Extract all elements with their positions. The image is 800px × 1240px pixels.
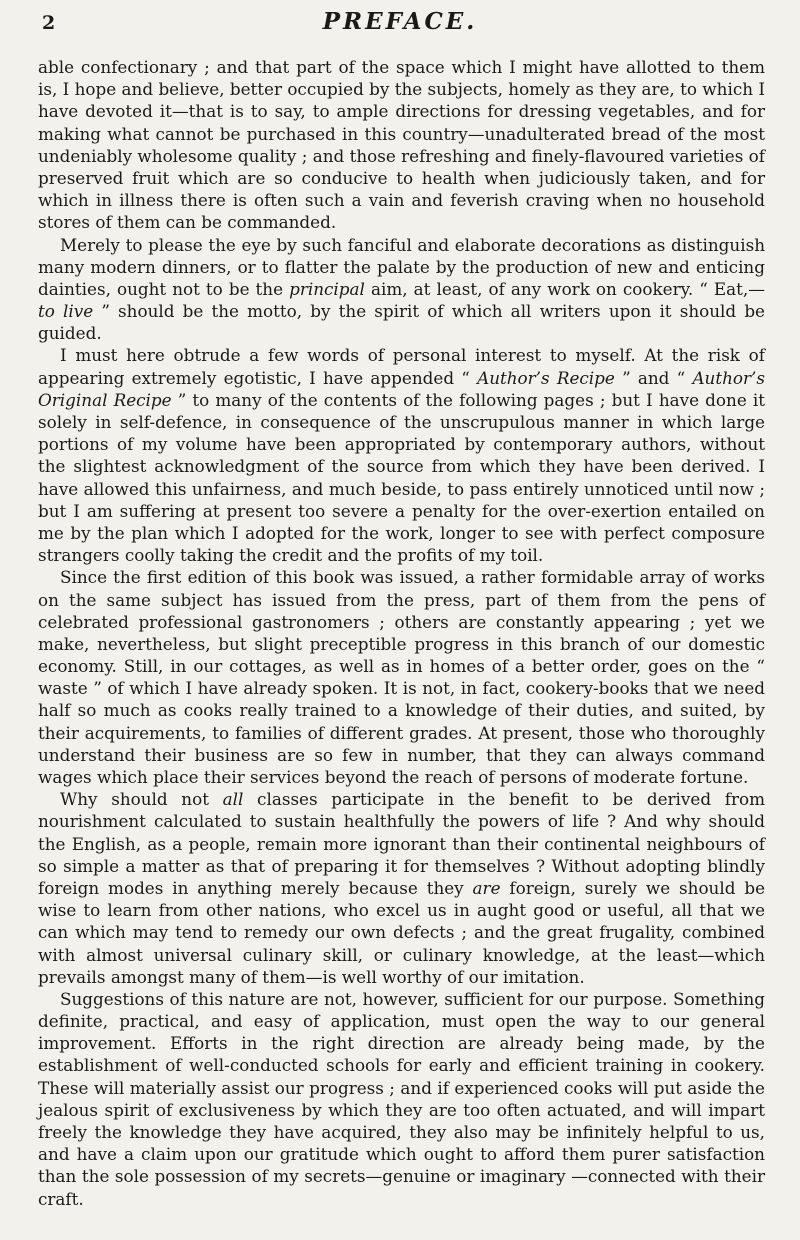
text-run: able confectionary ; and that part of the space which I might have allotted to them is, I hope and believe, better occupied by the subjects, homely as they are, to which I have devoted it—that is to say, to ample directions for dressing vegetables, and for making what cannot be purchased in this country—unadulterated bread of the most undeniably wholesome quality ; and those refreshing and finely-flavoured varieties of preserved fruit which are so conducive to health when judiciously taken, and for which in illness there is often such a vain and feverish craving when no household stores of them can be commanded. [38, 57, 765, 233]
running-title: PREFACE. [322, 8, 478, 35]
page-number: 2 [42, 12, 56, 34]
text-run: Why should not [60, 789, 223, 810]
text-run: ” should be the motto, by the spirit of which all writers upon it should be guided. [38, 301, 765, 344]
italic-text-run: are [472, 877, 501, 898]
paragraph [38, 988, 765, 1210]
italic-text-run: principal [289, 278, 365, 299]
text-run: I must here obtrude a few words of personal interest to myself. At the risk of appearing extremely egotistic, I have appended “ [38, 345, 765, 388]
text-run: Suggestions of this nature are not, however, sufficient for our purpose. Something definite, practical, and easy of application, must open the way to our general improvement. Efforts in the right direction are already being made, by the establishment of well-conducted schools for early and efficient training in cookery. These will materially assist our progress ; and if experienced cooks will put aside the jealous spirit of exclusiveness by which they are too often actuated, and will impart freely the knowledge they have acquired, they also may be infinitely helpful to us, and have a claim upon our gratitude which ought to afford them purer satisfaction than the sole possession of my secrets—genuine or imaginary —connected with their craft. [38, 988, 765, 1209]
text-run: Since the first edition of this book was issued, a rather formidable array of works on the same subject has issued from the press, part of them from the pens of celebrated professional gastronomers ; others are constantly appearing ; yet we make, nevertheless, but slight preceptible progress in this branch of our domestic economy. Still, in our cottages, as well as in homes of a better order, goes on the “ waste ” of which I have already spoken. It is not, in fact, cookery-books that we need half so much as cooks really trained to a knowledge of their duties, and suited, by their acquirements, to families of different grades. At present, those who thoroughly understand their business are so few in number, that they can always command wages which place their services beyond the reach of persons of moderate fortune. [38, 567, 765, 787]
italic-text-run: all [222, 789, 244, 810]
text-run: Merely to please the eye by such fanciful and elaborate decorations as distinguish many modern dinners, or to flatter the palate by the production of new and enticing dainties, ought not to be the [38, 234, 765, 299]
text-run: ” and “ [614, 367, 693, 388]
italic-text-run: to live [38, 301, 94, 322]
text-run: classes participate in the benefit to be derived from nourishment calculated to sustain healthfully the powers of life ? And why should the English, as a people, remain more ignorant than their continental neighbours of so simple a matter as that of preparing it for themselves ? Without adopting blindly foreign modes in anything merely because they [38, 789, 765, 898]
running-head [0, 4, 800, 52]
italic-text-run: Author’s Original Recipe [38, 367, 765, 410]
text-run: ” to many of the contents of the following pages ; but I have done it solely in self-defence, in consequence of the unscrupulous manner in which large portions of my volume have been appropriated by contemporary authors, without the slightest acknowledgment of the source from which they have been derived. I have allowed this unfairness, and much beside, to pass entirely unnoticed until now ; but I am suffering at present too severe a penalty for the over-exertion entailed on me by the plan which I adopted for the work, longer to see with perfect composure strangers coolly taking the credit and the profits of my toil. [38, 389, 765, 566]
italic-text-run: Author’s Recipe [477, 367, 615, 388]
preface-body-text [38, 56, 765, 1210]
text-run: aim, at least, of any work on cookery. “ Eat,— [364, 278, 765, 299]
paragraph [38, 788, 765, 988]
paragraph [38, 344, 765, 566]
paragraph [38, 566, 765, 788]
paragraph [38, 234, 765, 345]
paragraph [38, 56, 765, 234]
text-run: foreign, surely we should be wise to learn from other nations, who excel us in aught good or useful, all that we can which may tend to remedy our own defects ; and the great frugality, combined with almost universal culinary skill, or culinary knowledge, at the least—which prevails amongst many of them—is well worthy of our imitation. [38, 877, 766, 987]
